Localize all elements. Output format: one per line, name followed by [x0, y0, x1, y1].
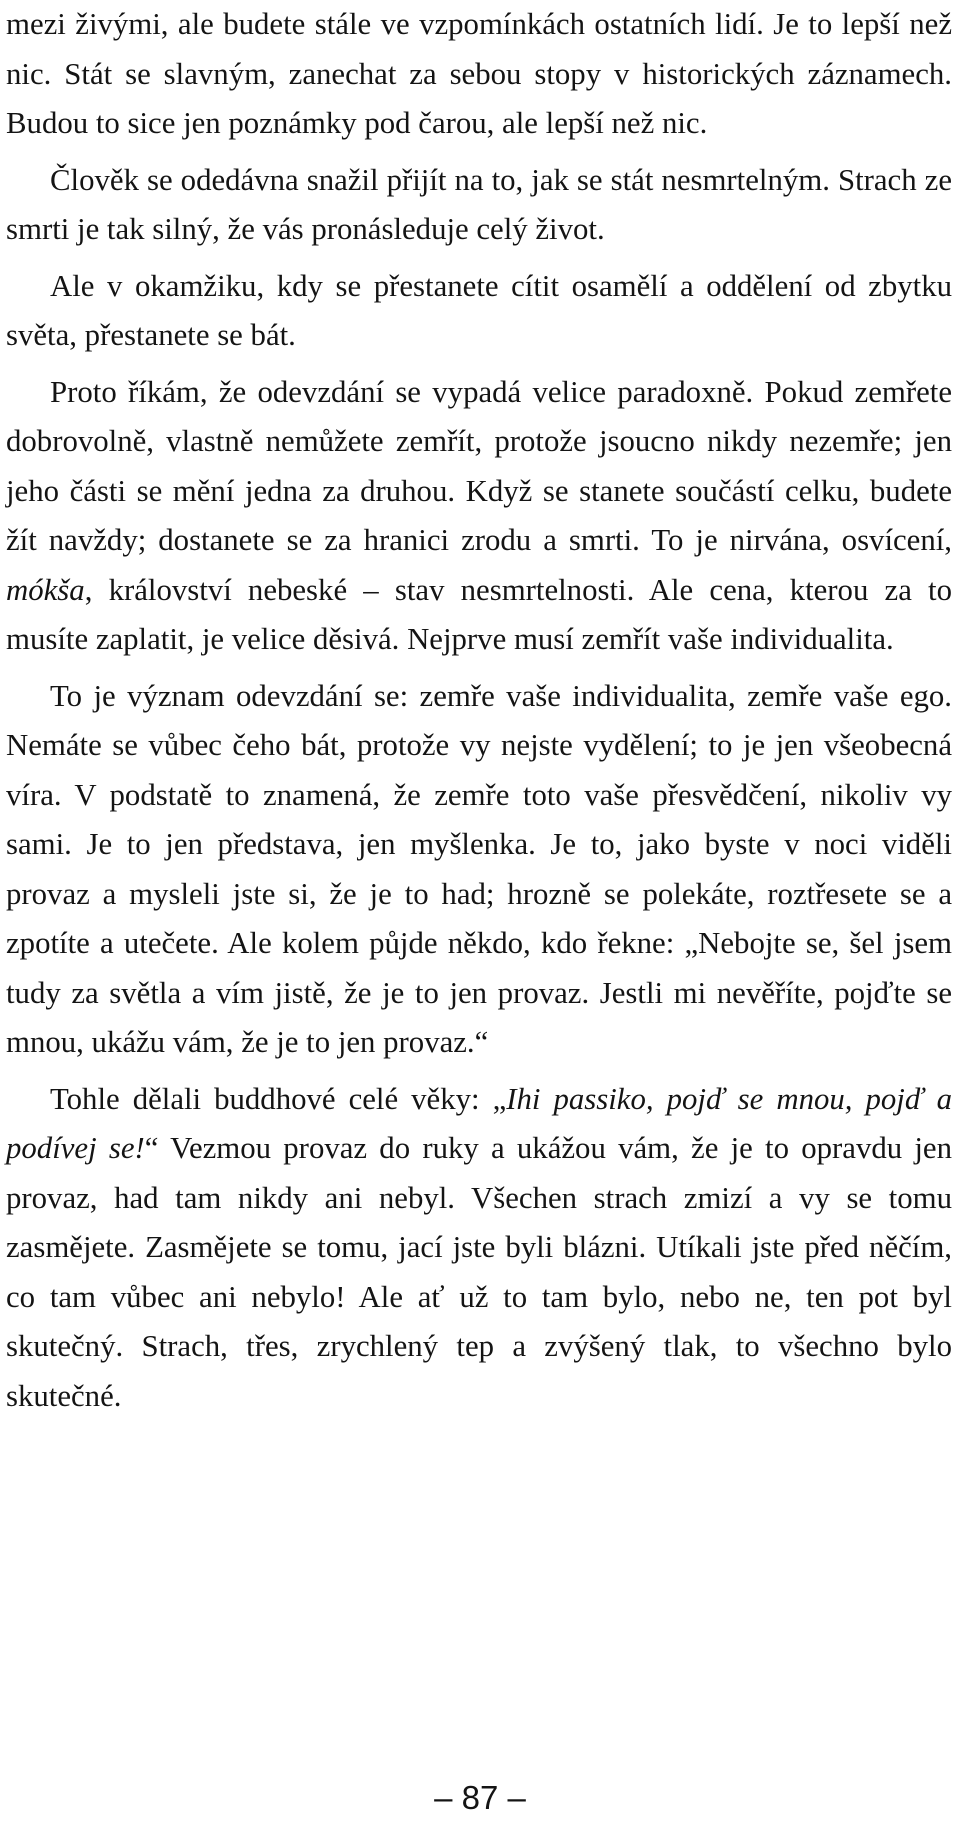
paragraph-5-text: To je význam odevzdání se: zemře vaše individualita, zemře vaše ego. Nemáte se vůbec čeho bát, protože vy nejste vydělení; to je jen všeobecná víra. V podstatě to znamená, že zemře toto vaše přesvědčení, nikoliv vy sami. Je to jen představa, jen myšlenka. Je to, jako byste v noci viděli provaz a mysleli jste si, že je to had; hrozně se polekáte, roztřesete se a zpotíte a utečete. Ale kolem půjde někdo, kdo řekne: „Nebojte se, šel jsem tudy za světla a vím jistě, že je to jen provaz. Jestli mi nevěříte, pojďte se mnou, ukážu vám, že je to jen provaz.“ — [6, 678, 952, 1059]
paragraph-6-text-b: “ Vezmou provaz do ruky a ukážou vám, že je to opravdu jen provaz, had tam nikdy ani nebyl. Všechen strach zmizí a vy se tomu zasmějete. Zasmějete se tomu, jací jste byli blázni. Utíkali jste před něčím, co tam vůbec ani nebylo! Ale ať už to tam bylo, nebo ne, ten pot byl skutečný. Strach, třes, zrychlený tep a zvýšený tlak, to všechno bylo skutečné. — [6, 1131, 952, 1413]
paragraph-6-text-a: Tohle dělali buddhové celé věky: „ — [50, 1081, 507, 1116]
paragraph-4-text-b: , království nebeské – stav nesmrtelnosti. Ale cena, kterou za to musíte zaplatit, je velice děsivá. Nejprve musí zemřít vaše individualita. — [6, 572, 952, 656]
paragraph-4-italic-term: mókša — [6, 572, 85, 607]
paragraph-3-text: Ale v okamžiku, kdy se přestanete cítit osamělí a oddělení od zbytku světa, přestanete se bát. — [6, 268, 952, 352]
page-number: – 87 – — [434, 1779, 526, 1816]
paragraph-2-text: Člověk se odedávna snažil přijít na to, jak se stát nesmrtelným. Strach ze smrti je tak silný, že vás pronásleduje celý život. — [6, 162, 952, 246]
paragraph-4-text-a: Proto říkám, že odevzdání se vypadá velice paradoxně. Pokud zemřete dobrovolně, vlastně nemůžete zemřít, protože jsoucno nikdy nezemře; jen jeho části se mění jedna za druhou. Když se stanete součástí celku, budete žít navždy; dostanete se za hranici zrodu a smrti. To je nirvána, osvícení, — [6, 374, 952, 557]
paragraph-5 — [6, 672, 952, 1068]
paragraph-6-italic-quote: Ihi passiko, pojď se mnou, pojď a podívej se! — [6, 1081, 952, 1165]
paragraph-1-text: mezi živými, ale budete stále ve vzpomínkách ostatních lidí. Je to lepší než nic. Stát se slavným, zanechat za sebou stopy v historických záznamech. Budou to sice jen poznámky pod čarou, ale lepší než nic. — [6, 7, 952, 140]
paragraph-2 — [6, 156, 952, 255]
page-body — [6, 0, 952, 1421]
paragraph-6 — [6, 1075, 952, 1422]
paragraph-4 — [6, 368, 952, 665]
paragraph-1 — [6, 0, 952, 149]
paragraph-3 — [6, 262, 952, 361]
